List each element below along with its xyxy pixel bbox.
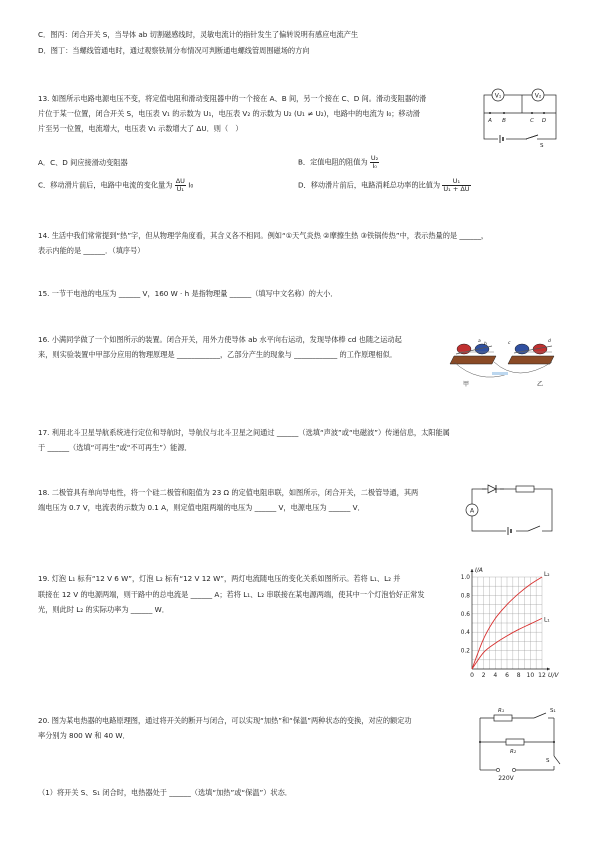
q18-circuit-diagram bbox=[462, 481, 562, 538]
q16-label-b: b bbox=[484, 342, 487, 347]
q18-line2: 端电压为 0.7 V，电流表的示数为 0.1 A，则定值电阻两端的电压为 ______ V，电源电压为 ______ V． bbox=[38, 503, 365, 512]
chart-axes bbox=[471, 569, 551, 671]
q18-ammeter-label: A bbox=[469, 507, 475, 515]
q13-option-c-fraction bbox=[175, 178, 186, 193]
q13-option-a: A．C、D 间应接滑动变阻器 bbox=[38, 158, 128, 167]
q19-iv-chart bbox=[450, 563, 560, 681]
q13-v1-label: V₁ bbox=[494, 92, 502, 100]
q13-option-c bbox=[38, 178, 193, 193]
q17-line1: 17. 利用北斗卫星导航系统进行定位和导航时，导航仪与北斗卫星之间通过 ______（选填“声波”或“电磁波”）传递信息，太阳能属 bbox=[38, 428, 450, 437]
q16-label-jia: 甲 bbox=[462, 381, 470, 388]
q13-option-d-text: D．移动滑片前后，电路消耗总功率的比值为 bbox=[298, 180, 441, 190]
q16-label-a: a bbox=[478, 339, 481, 344]
q13-v2-label: V₂ bbox=[534, 92, 542, 100]
q13-option-b-num: U₂ bbox=[370, 154, 379, 162]
q13-option-b-text: B．定值电阻的阻值为 bbox=[298, 157, 368, 167]
prev-option-d: D．图丁：当螺线管通电时，通过观察铁屑分布情况可判断通电螺线管周围磁场的方向 bbox=[38, 46, 310, 55]
q20-r1-label: R₁ bbox=[498, 708, 505, 714]
q13-option-c-tail: I₀ bbox=[188, 180, 194, 190]
q19-line2: 联接在 12 V 的电源两端，则干路中的总电流是 ______ A；若将 L₁、L₂ 串联接在某电源两端，使其中一个灯泡恰好正常发 bbox=[38, 590, 425, 599]
q13-option-d-num: U₁ bbox=[442, 178, 470, 186]
q13-node-a: A bbox=[488, 118, 492, 124]
q16-line1: 16. 小满同学做了一个如图所示的装置。闭合开关，用外力使导体 ab 水平向右运动，发现导体棒 cd 也随之运动起 bbox=[38, 335, 402, 344]
q16-line2: 来，则实验装置中甲部分应用的物理原理是 ____________，乙部分产生的现象与 ____________ 的工作原理相似． bbox=[38, 350, 398, 359]
x-tick-label: 10 bbox=[526, 672, 535, 679]
q20-voltage-label: 220V bbox=[498, 775, 514, 782]
x-tick-label: 6 bbox=[505, 672, 509, 679]
y-axis-arrow bbox=[471, 569, 474, 572]
q15-text: 15. 一节干电池的电压为 ______ V，160 W · h 是指物理量 ______（填写中文名称）的大小． bbox=[38, 289, 338, 298]
y-tick-label: 0.2 bbox=[460, 648, 470, 655]
q14-line2: 表示内能的是 ______．（填序号） bbox=[38, 246, 145, 255]
q18-line1: 18. 二极管具有单向导电性，将一个硅二极管和阻值为 23 Ω 的定值电阻串联，如图所示，闭合开关，二极管导通，其两 bbox=[38, 488, 419, 497]
q13-option-d-fraction bbox=[442, 178, 470, 193]
series-label-l1: L₁ bbox=[544, 617, 550, 624]
y-axis-label: I/A bbox=[475, 567, 483, 574]
q16-label-yi: 乙 bbox=[536, 381, 544, 388]
x-tick-label: 12 bbox=[538, 672, 546, 679]
q13-line2: 片位于某一位置，闭合开关 S，电压表 V₁ 的示数为 U₁，电压表 V₂ 的示数为 U₂ (U₁ ≠ U₂)，电路中的电流为 I₀；移动滑 bbox=[38, 109, 420, 118]
y-tick-label: 1.0 bbox=[460, 575, 470, 581]
q13-node-c: C bbox=[530, 118, 534, 124]
q13-circuit-diagram bbox=[476, 85, 566, 150]
y-tick-label: 0.8 bbox=[460, 593, 470, 600]
q13-option-b-den: I₀ bbox=[372, 162, 377, 170]
q13-line1: 13. 如图所示电路电源电压不变，将定值电阻和滑动变阻器中的一个接在 A、B 间，另一个接在 C、D 间。滑动变阻器的滑 bbox=[38, 94, 427, 103]
q20-sub1: （1）将开关 S、S₁ 闭合时，电热器处于 ______（选填“加热”或“保温”）状态． bbox=[38, 788, 292, 797]
q13-option-d bbox=[298, 178, 471, 193]
x-axis-label: U/V bbox=[548, 672, 559, 679]
prev-option-c: C．图丙：闭合开关 S，当导体 ab 切割磁感线时，灵敏电流计的指针发生了偏转说明有感应电流产生 bbox=[38, 30, 359, 39]
q20-r2-label: R₂ bbox=[510, 749, 517, 755]
q13-option-c-den: U₁ bbox=[176, 185, 184, 193]
q20-line2: 率分别为 800 W 和 40 W． bbox=[38, 731, 130, 740]
q20-line1: 20. 图为某电热器的电路原理图，通过将开关的断开与闭合，可以实现“加热”和“保温”两种状态的变换，对应的额定功 bbox=[38, 716, 412, 725]
q19-line1: 19. 灯泡 L₁ 标有“12 V 6 W”，灯泡 L₂ 标有“12 V 12 W”，两灯电流随电压的变化关系如图所示。若将 L₁、L₂ 并 bbox=[38, 574, 401, 583]
x-tick-label: 4 bbox=[493, 672, 498, 679]
x-tick-label: 0 bbox=[470, 672, 474, 679]
q13-option-c-num: ΔU bbox=[175, 177, 185, 185]
x-tick-label: 2 bbox=[481, 672, 486, 679]
q20-s1-label: S₁ bbox=[550, 708, 556, 714]
q13-node-d: D bbox=[541, 118, 547, 124]
y-tick-label: 0.6 bbox=[460, 611, 470, 618]
q13-option-c-text: C．移动滑片前后，电路中电流的变化量为 bbox=[38, 180, 173, 190]
q13-node-b: B bbox=[502, 118, 506, 124]
series-label-l2: L₂ bbox=[544, 572, 550, 578]
y-tick-label: 0.4 bbox=[460, 630, 470, 637]
q14-line1: 14. 生活中我们常常提到“热”字，但从物理学角度看，其含义各不相同。例如“①天气炎热 ②摩擦生热 ③铁锅传热”中，表示热量的是 ______， bbox=[38, 231, 489, 240]
q16-apparatus-diagram bbox=[448, 326, 563, 392]
q20-s-label: S bbox=[546, 758, 550, 764]
x-tick-label: 8 bbox=[516, 672, 521, 679]
q20-circuit-diagram bbox=[472, 704, 567, 782]
q16-label-d: d bbox=[548, 339, 551, 344]
q13-option-d-den: U₁ + ΔU bbox=[443, 185, 470, 193]
q13-line3: 片至另一位置，电流增大，电压表 V₁ 示数增大了 ΔU．则（ ） bbox=[38, 124, 243, 133]
q19-line3: 光，则此时 L₂ 的实际功率为 ______ W． bbox=[38, 605, 169, 614]
q13-switch-s: S bbox=[540, 143, 544, 149]
q17-line2: 于 ______（选填“可再生”或“不可再生”）能源． bbox=[38, 443, 192, 452]
q16-label-c: c bbox=[508, 341, 511, 346]
q13-option-b bbox=[298, 155, 379, 170]
q13-option-b-fraction bbox=[370, 155, 379, 170]
x-axis-arrow bbox=[547, 668, 550, 671]
